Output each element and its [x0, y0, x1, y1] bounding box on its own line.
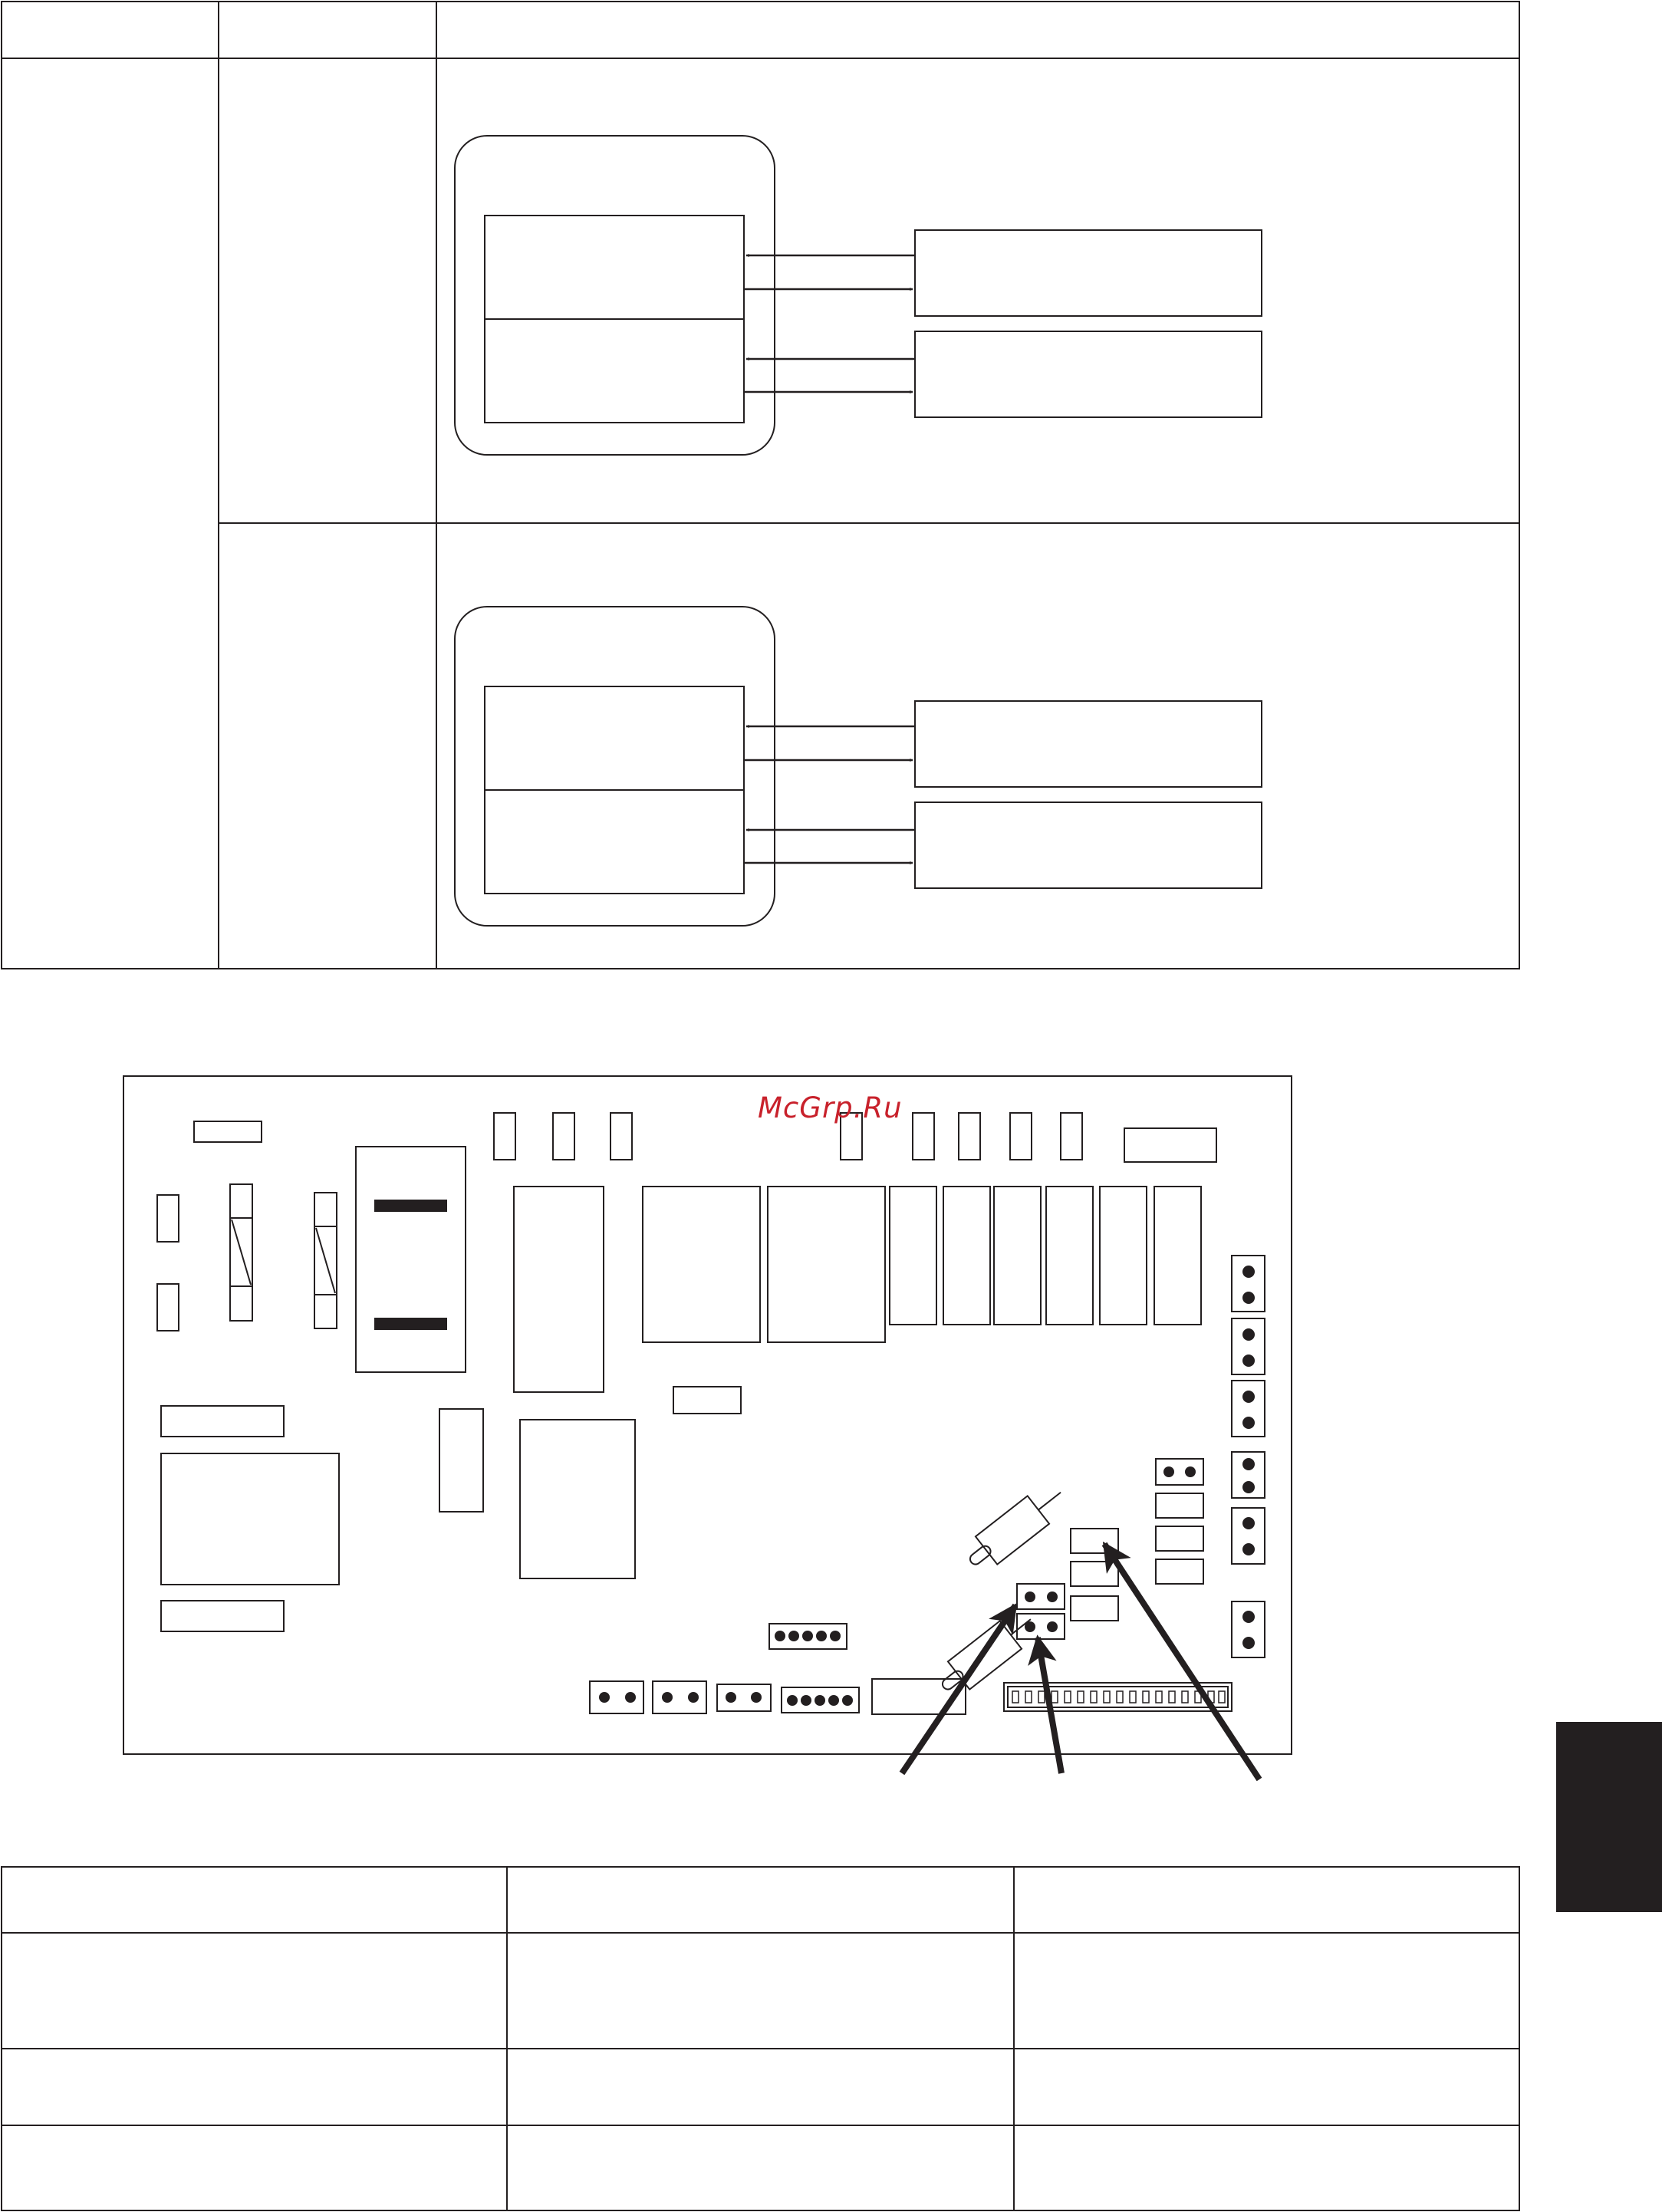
pcb-resistor-1: [161, 1406, 284, 1437]
pcb-connector-bottom-1: [590, 1681, 643, 1713]
device-box-2: [915, 802, 1262, 888]
pcb-outline: [123, 1076, 1292, 1754]
callout-arrow-1: [902, 1605, 1015, 1773]
side-section-tab: [1556, 1722, 1662, 1912]
pcb-diode-2: [314, 1193, 337, 1328]
pcb-small-block-3: [1156, 1559, 1203, 1584]
pcb-pin-2: [553, 1113, 574, 1160]
pcb-jumper-upper: [1017, 1584, 1065, 1609]
pcb-connector-bottom-3: [717, 1684, 771, 1711]
pcb-pin-3: [610, 1113, 632, 1160]
pcb-pin-6: [959, 1113, 980, 1160]
pcb-capacitor-block: [161, 1453, 339, 1585]
pcb-small-block-4: [1071, 1562, 1118, 1586]
pcb-pin-1: [494, 1113, 515, 1160]
pcb-relay-3: [890, 1187, 936, 1325]
wiring-diagram-2: [455, 607, 1262, 926]
bottom-table: [2, 1867, 1519, 2210]
pcb-transformer: [356, 1147, 466, 1372]
pcb-jumper-cap-upper: [960, 1479, 1071, 1576]
controller-outline: [455, 607, 775, 926]
pcb-relay-8: [1154, 1187, 1201, 1325]
device-box-1: [915, 230, 1262, 316]
pcb-pin-8: [1061, 1113, 1082, 1160]
pcb-header-5pin-1: [769, 1624, 847, 1649]
pcb-jumper-lower: [1017, 1614, 1065, 1639]
device-box-1: [915, 701, 1262, 787]
pcb-callout-arrows: [902, 1544, 1259, 1779]
pcb-ic-tall: [514, 1187, 604, 1392]
pcb-component-vertical: [439, 1409, 483, 1512]
pcb-small-block-5: [1071, 1596, 1118, 1621]
pcb-transformer-bar-1: [374, 1200, 447, 1212]
pcb-relay-2: [768, 1187, 885, 1342]
pcb-jumper-2pin: [1156, 1459, 1203, 1485]
pcb-fuse-1: [157, 1195, 179, 1242]
pcb-terminal-right-5: [1232, 1508, 1265, 1564]
device-box-2: [915, 331, 1262, 417]
watermark-text: McGrp.Ru: [758, 1091, 903, 1124]
pcb-small-chip-2: [673, 1387, 741, 1414]
pcb-relay-5: [994, 1187, 1041, 1325]
pcb-ic-square: [520, 1420, 635, 1578]
wiring-diagram-1: [455, 136, 1262, 455]
pcb-diode-1: [230, 1184, 252, 1321]
pcb-header-5pin-2: [782, 1687, 859, 1713]
pcb-terminal-right-3: [1232, 1381, 1265, 1437]
callout-arrow-3: [1104, 1544, 1259, 1779]
controller-outline: [455, 136, 775, 455]
callout-arrow-2: [1038, 1638, 1061, 1773]
bottom-table-border: [2, 1867, 1519, 2210]
pcb-small-chip: [194, 1121, 262, 1142]
pcb-small-block-1: [1156, 1493, 1203, 1518]
pcb-connector-bottom-2: [653, 1681, 706, 1713]
pcb-pin-5: [913, 1113, 934, 1160]
pcb-terminal-right-6: [1232, 1601, 1265, 1657]
pcb-terminal-right-4: [1232, 1452, 1265, 1498]
pcb-pin-7: [1010, 1113, 1032, 1160]
pcb-top-right-chip: [1124, 1128, 1216, 1162]
pcb-relay-7: [1100, 1187, 1147, 1325]
pcb-terminal-right-1: [1232, 1256, 1265, 1312]
pcb-fuse-2: [157, 1284, 179, 1331]
pcb-transformer-bar-2: [374, 1318, 447, 1330]
top-table: [2, 2, 1519, 969]
pcb-board: [123, 1076, 1292, 1754]
pcb-relay-1: [643, 1187, 760, 1342]
pcb-small-block-2: [1156, 1526, 1203, 1551]
pcb-terminal-right-2: [1232, 1318, 1265, 1374]
pcb-relay-4: [943, 1187, 990, 1325]
pcb-resistor-2: [161, 1601, 284, 1631]
top-table-border: [2, 2, 1519, 969]
pcb-relay-6: [1046, 1187, 1093, 1325]
